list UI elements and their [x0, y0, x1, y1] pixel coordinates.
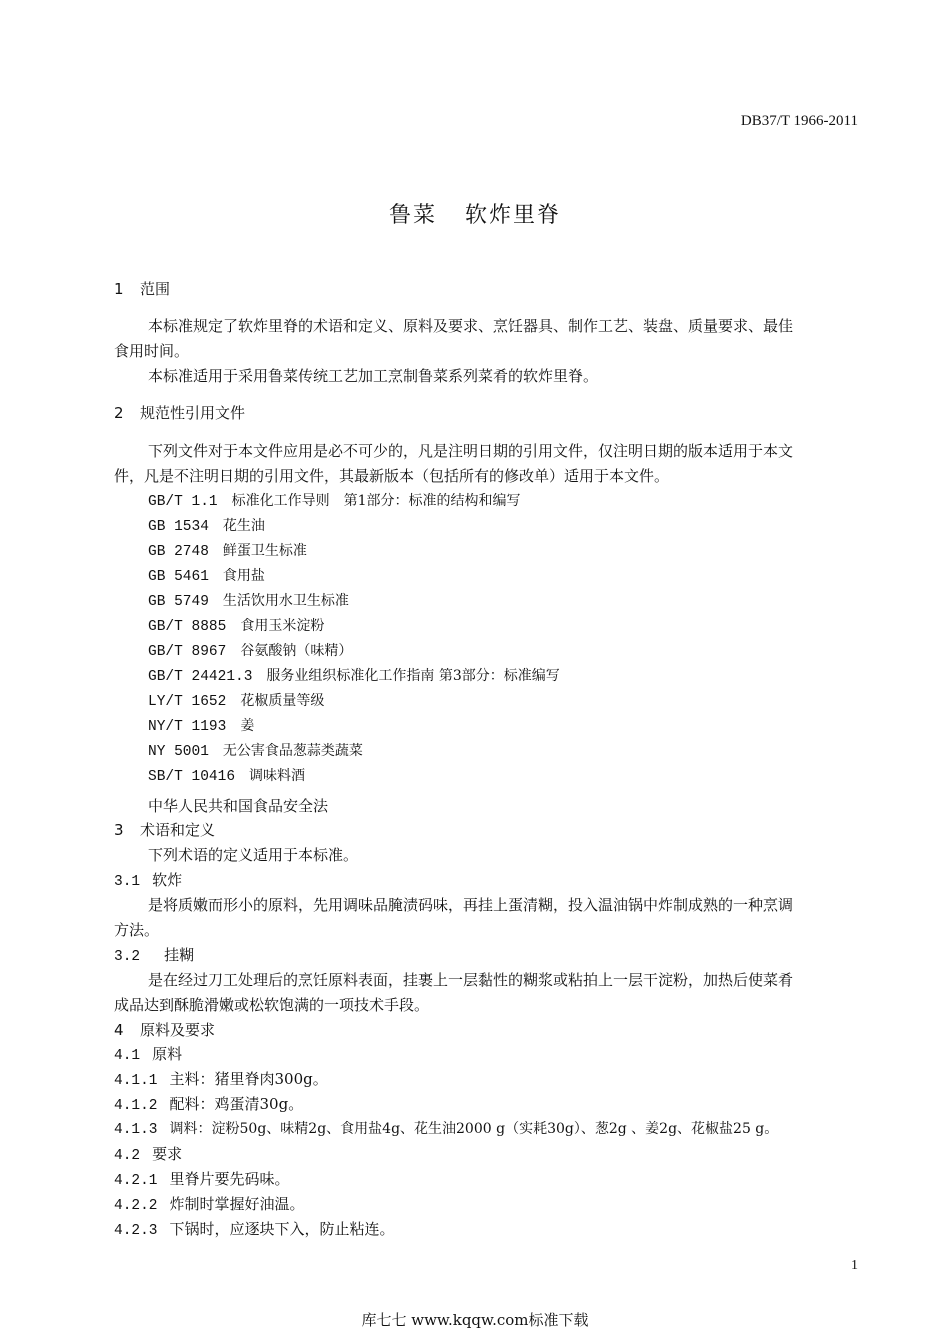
clause-text: 调料：淀粉50g、味精2g、食用盐4g、花生油2000 g（实耗30g）、葱2g 、姜2g、花椒盐25 g。 — [169, 1121, 779, 1137]
reference-name: 生活饮用水卫生标准 — [222, 593, 349, 609]
reference-code: GB/T 8967 — [148, 644, 227, 660]
term-3-1-definition-line2: 方法。 — [114, 921, 160, 939]
clause-text: 要求 — [152, 1145, 183, 1163]
clause-4-2-2 — [114, 1193, 305, 1214]
clause-4-1 — [114, 1043, 182, 1064]
title-part-dish: 软炸里脊 — [465, 203, 562, 228]
clause-number: 4.2 — [114, 1148, 141, 1164]
reference-item — [148, 715, 254, 735]
section-number: 3 — [114, 821, 124, 839]
reference-name: 花椒质量等级 — [240, 693, 325, 709]
document-title — [0, 198, 950, 229]
term-number: 3.1 — [114, 874, 141, 890]
section-1-heading — [114, 278, 170, 299]
clause-text: 原料 — [152, 1045, 183, 1063]
clause-text: 下锅时，应逐块下入，防止粘连。 — [169, 1220, 395, 1238]
clause-number: 4.2.1 — [114, 1173, 158, 1189]
reference-item — [148, 515, 265, 535]
section-number: 4 — [114, 1021, 124, 1039]
reference-item — [148, 690, 324, 710]
term-3-1 — [114, 869, 182, 890]
clause-text: 主料：猪里脊肉300g。 — [169, 1070, 328, 1088]
clause-4-1-3 — [114, 1118, 778, 1138]
standard-code: DB37/T 1966-2011 — [740, 113, 858, 129]
clause-4-1-2 — [114, 1093, 303, 1114]
term-3-2-definition-line1: 是在经过刀工处理后的烹饪原料表面，挂裹上一层黏性的糊浆或粘拍上一层干淀粉，加热后使菜肴 — [148, 971, 794, 989]
reference-code: LY/T 1652 — [148, 694, 227, 710]
reference-name: 服务业组织标准化工作指南 第3部分：标准编写 — [266, 668, 560, 684]
clause-number: 4.2.3 — [114, 1223, 158, 1239]
reference-item — [148, 640, 352, 660]
section-number: 1 — [114, 280, 124, 298]
reference-name: 无公害食品葱蒜类蔬菜 — [222, 743, 363, 759]
section-title: 原料及要求 — [140, 1021, 216, 1039]
clause-text: 炸制时掌握好油温。 — [169, 1195, 305, 1213]
title-part-cuisine: 鲁菜 — [388, 203, 437, 228]
scope-paragraph-line1: 本标准规定了软炸里脊的术语和定义、原料及要求、烹饪器具、制作工艺、装盘、质量要求、最佳 — [148, 317, 794, 335]
reference-code: GB/T 1.1 — [148, 494, 218, 510]
reference-item — [148, 740, 363, 760]
clause-number: 4.1 — [114, 1048, 141, 1064]
page-number: 1 — [851, 1258, 858, 1273]
terms-intro: 下列术语的定义适用于本标准。 — [148, 846, 359, 864]
term-name: 软炸 — [152, 871, 183, 889]
clause-4-2 — [114, 1143, 182, 1164]
footer-watermark: 库七七 www.kqqw.com标准下载 — [361, 1311, 589, 1329]
clause-text: 里脊片要先码味。 — [169, 1170, 290, 1188]
clause-4-1-1 — [114, 1068, 328, 1089]
reference-name: 食用玉米淀粉 — [240, 618, 325, 634]
reference-name: 标准化工作导则 第1部分：标准的结构和编写 — [231, 493, 521, 509]
term-3-2 — [114, 944, 194, 965]
food-safety-law: 中华人民共和国食品安全法 — [148, 797, 329, 815]
reference-code: GB 2748 — [148, 544, 209, 560]
reference-item — [148, 765, 305, 785]
section-title: 范围 — [140, 280, 171, 298]
clause-4-2-3 — [114, 1218, 395, 1239]
reference-item — [148, 490, 521, 510]
reference-code: GB 5461 — [148, 569, 209, 585]
term-3-1-definition-line1: 是将质嫩而形小的原料，先用调味品腌渍码味，再挂上蛋清糊，投入温油锅中炸制成熟的一种烹调 — [148, 896, 794, 914]
reference-code: GB/T 8885 — [148, 619, 227, 635]
reference-item — [148, 540, 307, 560]
reference-code: GB 5749 — [148, 594, 209, 610]
section-4-heading — [114, 1019, 215, 1040]
clause-number: 4.1.3 — [114, 1122, 158, 1138]
reference-name: 鲜蛋卫生标准 — [222, 543, 307, 559]
scope-paragraph-line2: 食用时间。 — [114, 342, 190, 360]
reference-code: GB/T 24421.3 — [148, 669, 253, 685]
refs-intro-line2: 件，凡是不注明日期的引用文件，其最新版本（包括所有的修改单）适用于本文件。 — [114, 467, 670, 485]
reference-item — [148, 665, 560, 685]
section-3-heading — [114, 819, 215, 840]
clause-number: 4.2.2 — [114, 1198, 158, 1214]
clause-number: 4.1.1 — [114, 1073, 158, 1089]
reference-name: 调味料酒 — [249, 768, 306, 784]
reference-item — [148, 565, 265, 585]
reference-item — [148, 590, 349, 610]
reference-name: 姜 — [240, 718, 255, 734]
reference-name: 花生油 — [222, 518, 265, 534]
scope-paragraph-2: 本标准适用于采用鲁菜传统工艺加工烹制鲁菜系列菜肴的软炸里脊。 — [148, 367, 599, 385]
refs-intro-line1: 下列文件对于本文件应用是必不可少的，凡是注明日期的引用文件，仅注明日期的版本适用于本文 — [148, 442, 794, 460]
term-number: 3.2 — [114, 949, 141, 965]
reference-code: GB 1534 — [148, 519, 209, 535]
section-title: 规范性引用文件 — [140, 404, 246, 422]
term-name: 挂糊 — [164, 946, 195, 964]
clause-text: 配料：鸡蛋清30g。 — [169, 1095, 304, 1113]
term-3-2-definition-line2: 成品达到酥脆滑嫩或松软饱满的一项技术手段。 — [114, 996, 430, 1014]
reference-code: SB/T 10416 — [148, 769, 236, 785]
section-number: 2 — [114, 404, 124, 422]
reference-name: 谷氨酸钠（味精） — [240, 643, 353, 659]
reference-code: NY 5001 — [148, 744, 209, 760]
reference-code: NY/T 1193 — [148, 719, 227, 735]
section-title: 术语和定义 — [140, 821, 216, 839]
reference-item — [148, 615, 324, 635]
reference-name: 食用盐 — [222, 568, 265, 584]
section-2-heading — [114, 402, 245, 423]
clause-number: 4.1.2 — [114, 1098, 158, 1114]
clause-4-2-1 — [114, 1168, 290, 1189]
